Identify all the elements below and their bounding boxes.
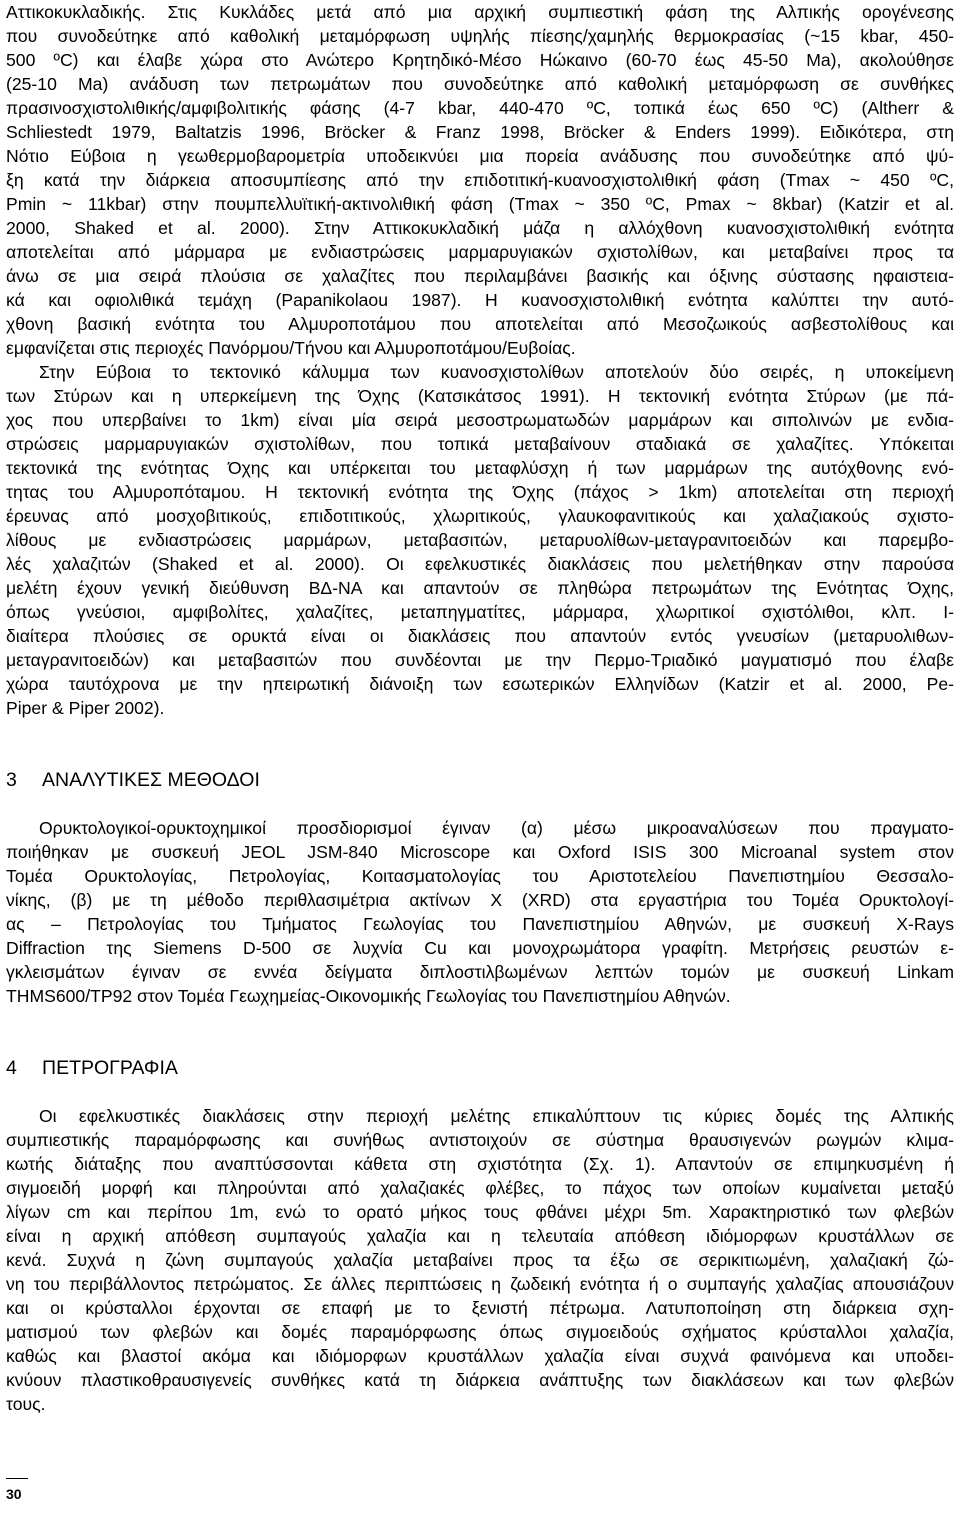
text-line: 500 ºC) και έλαβε χώρα στο Ανώτερο Κρητηδικό-Μέσο Ηώκαινο (60-70 έως 45-50 Ma), ακολούθησε (6, 50, 954, 70)
text-line: τους. (6, 1394, 46, 1414)
section-number: 4 (6, 1057, 17, 1079)
text-line: καθώς και βλαστοί ακόμα και ιδιόμορφων κρυστάλλων χαλαζία είναι συχνά φαινόμενα και υποδει- (6, 1346, 954, 1366)
text-line: μεταγρανιτοειδών) και μεταβασιτών που συνδέονται με την Περμο-Τριαδικό μαγματισμό που έλαβε (6, 650, 954, 670)
text-line: αποτελείται από μάρμαρα με ενδιαστρώσεις μαρμαρυγιακών σχιστολίθων, και μεταβαίνει προς τα (6, 242, 954, 262)
text-line: χθονη βασική ενότητα του Αλμυροποτάμου που αποτελείται από Μεσοζωικούς ασβεστολίθους και (6, 314, 954, 334)
text-line: τεκτονικά της ενότητας Όχης και υπέρκειται του μεταφλύσχη ή των μαρμάρων της αυτόχθονης ενό- (6, 458, 954, 478)
text-line: Piper & Piper 2002). (6, 698, 165, 718)
text-line: που συνοδεύτηκε από καθολική μεταμόρφωση υψηλής πίεσης/χαμηλής θερμοκρασίας (~15 kbar, 450- (6, 26, 954, 46)
text-line: σιγμοειδή μορφή και πληρούνται από χαλαζιακές φλέβες, το πάχος των οποίων κυμαίνεται μεταξύ (6, 1178, 954, 1198)
text-line: Αττικοκυκλαδικής. Στις Κυκλάδες μετά από μια αρχική συμπιεστική φάση της Αλπικής ορογένεσης (6, 2, 954, 22)
text-line: λίγων cm και περίπου 1m, ενώ το ορατό μήκος τους φθάνει μέχρι 5m. Χαρακτηριστικό των φλεβών (6, 1202, 954, 1222)
text-line: κενά. Συχνά η ζώνη συμπαγούς χαλαζία μεταβαίνει προς τα έξω σε σερικιτιωμένη, χαλαζιακή ζώ- (6, 1250, 954, 1270)
text-line: Pmin ~ 11kbar) στην πουμπελλυϊτική-ακτινολιθική φάση (Tmax ~ 350 ºC, Pmax ~ 8kbar) (Katzir et al. (6, 194, 954, 214)
text-line: (25-10 Ma) ανάδυση των πετρωμάτων που συνοδεύτηκε από καθολική μεταμόρφωση σε συνθήκες (6, 74, 954, 94)
text-line: τητας του Αλμυροπόταμου. Η τεκτονική ενότητα της Όχης (πάχος > 1km) αποτελείται στη περιοχή (6, 482, 954, 502)
text-line: μελέτη έχουν γενική διεύθυνση ΒΔ-ΝΑ και απαντούν σε πληθώρα πετρωμάτων της Ενότητας Όχης, (6, 578, 954, 598)
text-line: είναι η αρχική απόθεση συμπαγούς χαλαζία και η τελευταία απόθεση ιδιόμορφων κρυστάλλων σε (6, 1226, 954, 1246)
footer-rule (6, 1478, 28, 1479)
paragraph-analytical-methods (6, 816, 954, 1008)
text-line: των Στύρων και η υπερκείμενη της Όχης (Κατσικάτσος 1991). Η τεκτονική ενότητα Στύρων (με πά- (6, 386, 954, 406)
text-line: ξη κατά την διάρκεια αποσυμπίεσης από την επιδοτιτική-κυανοσχιστολιθική φάση (Tmax ~ 450 ºC, (6, 170, 954, 190)
section-heading-analytical-methods (6, 768, 954, 792)
text-line: χος που υπερβαίνει το 1km) είναι μία σειρά μεσοστρωματωδών μαρμάρων και σιπολινών με ενδια- (6, 410, 954, 430)
page-number: 30 (6, 1486, 22, 1502)
text-line: άνω σε μια σειρά πλούσια σε χαλαζίτες που περιλαμβάνει βασικής και όξινης σύστασης ηφαιστεια- (6, 266, 954, 286)
text-line: όπως γνεύσιοι, αμφιβολίτες, χαλαζίτες, μεταπηγματίτες, μάρμαρα, χλωριτικοί σχιστόλιθοι, κλπ. Ι- (6, 602, 954, 622)
section-title: ΑΝΑΛΥΤΙΚΕΣ ΜΕΘΟΔΟΙ (42, 769, 260, 791)
text-line: πρασινοσχιστολιθικής/αμφιβολιτικής φάσης (4-7 kbar, 440-470 ºC, τοπικά έως 650 ºC) (Altherr & (6, 98, 954, 118)
paragraph-evia-tectonics (6, 360, 954, 720)
text-line: Diffraction της Siemens D-500 σε λυχνία Cu και μονοχρωμάτορα γραφίτη. Μετρήσεις ρευστών ε- (6, 938, 954, 958)
text-line: χώρα ταυτόχρονα με την ηπειρωτική διάνοιξη των εσωτερικών Ελληνίδων (Katzir et al. 2000, Pe- (6, 674, 954, 694)
text-line: στρώσεις μαρμαρυγιακών σχιστολίθων, που τοπικά μεταβαίνουν σταδιακά σε χαλαζίτες. Υπόκειται (6, 434, 954, 454)
text-line: ας – Πετρολογίας του Τμήματος Γεωλογίας του Πανεπιστημίου Αθηνών, με συσκευή X-Rays (6, 914, 954, 934)
text-line: Στην Εύβοια το τεκτονικό κάλυμμα των κυανοσχιστολίθων αποτελούν δύο σειρές, η υποκείμενη (39, 362, 954, 382)
text-line: ματισμού των φλεβών και δομές παραμόρφωσης όπως σιγμοειδούς σχήματος κρύσταλλοι χαλαζία, (6, 1322, 954, 1342)
text-line: 2000, Shaked et al. 2000). Στην Αττικοκυκλαδική μάζα η αλλόχθονη κυανοσχιστολιθική ενότητα (6, 218, 954, 238)
text-line: Ορυκτολογικοί-ορυκτοχημικοί προσδιορισμοί έγιναν (α) μέσω μικροαναλύσεων που πραγματο- (39, 818, 954, 838)
paragraph-petrography (6, 1104, 954, 1416)
text-line: Schliestedt 1979, Baltatzis 1996, Bröcker & Franz 1998, Bröcker & Enders 1999). Ειδικότερα, στη (6, 122, 954, 142)
text-line: λές χαλαζιτών (Shaked et al. 2000). Οι εφελκυστικές διακλάσεις που μελετήθηκαν στην παρούσα (6, 554, 954, 574)
text-line: κνύουν πλαστικοθραυσιγενείς συνθήκες κατά τη διάρκεια ανάπτυξης των διακλάσεων και των φλεβών (6, 1370, 954, 1390)
text-line: συμπιεστικής παραμόρφωσης και συνήθως αντιστοιχούν σε σύστημα θραυσιγενών ρωγμών κλιμα- (6, 1130, 954, 1150)
text-line: γκλεισμάτων έγιναν σε εννέα δείγματα διπλοστιλβωμένων λεπτών τομών με συσκευή Linkam (6, 962, 954, 982)
text-line: Τομέα Ορυκτολογίας, Πετρολογίας, Κοιτασματολογίας του Αριστοτελείου Πανεπιστημίου Θεσσαλο- (6, 866, 954, 886)
text-line: νίκης, (β) με τη μέθοδο περιθλασιμέτρια ακτίνων Χ (XRD) στα εργαστήρια του Τομέα Ορυκτολογί- (6, 890, 954, 910)
paragraph-geology-cyclades (6, 0, 954, 360)
text-line: Οι εφελκυστικές διακλάσεις στην περιοχή μελέτης επικαλύπτουν τις κύριες δομές της Αλπικής (39, 1106, 954, 1126)
document-page (6, 0, 954, 1416)
section-heading-petrography (6, 1056, 954, 1080)
text-line: Νότιο Εύβοια η γεωθερμοβαρομετρία υποδεικνύει μια πορεία ανάδυσης που συνοδεύτηκε από ψύ- (6, 146, 954, 166)
text-line: έρευνας από μοσχοβιτικούς, επιδοτιτικούς, χλωριτικούς, γλαυκοφανιτικούς και χαλαζιακούς σχιστο- (6, 506, 954, 526)
text-line: ποιήθηκαν με συσκευή JEOL JSM-840 Microscope και Oxford ISIS 300 Microanal system στον (6, 842, 954, 862)
text-line: και οι κρύσταλλοι έρχονται σε επαφή με το ξενιστή πέτρωμα. Λατυποποίηση στη διάρκεια σχη- (6, 1298, 954, 1318)
section-number: 3 (6, 769, 17, 791)
text-line: κωτής διάταξης που αναπτύσσονται κάθετα στη σχιστότητα (Σχ. 1). Απαντούν σε επιμηκυσμένη ή (6, 1154, 954, 1174)
text-line: THMS600/TP92 στον Τομέα Γεωχημείας-Οικονομικής Γεωλογίας του Πανεπιστημίου Αθηνών. (6, 986, 731, 1006)
text-line: νη του περιβάλλοντος πετρώματος. Σε άλλες περιπτώσεις η ζωδεική ενότητα ή ο συμπαγής χαλαζίας απουσιάζουν (6, 1274, 954, 1294)
section-title: ΠΕΤΡΟΓΡΑΦΙΑ (42, 1057, 178, 1079)
text-line: διαίτερα πλούσιες σε ορυκτά είναι οι διακλάσεις που απαντούν εντός γνευσίων (μεταρυολιθων- (6, 626, 954, 646)
text-line: κά και οφιολιθικά τεμάχη (Papanikolaou 1987). Η κυανοσχιστολιθική ενότητα καλύπτει την αυτό- (6, 290, 954, 310)
text-line: εμφανίζεται στις περιοχές Πανόρμου/Τήνου και Αλμυροποτάμου/Ευβοίας. (6, 338, 576, 358)
text-line: λίθους με ενδιαστρώσεις μαρμάρων, μεταβασιτών, μεταρυολίθων-μεταγρανιτοειδών και παρεμβο- (6, 530, 954, 550)
